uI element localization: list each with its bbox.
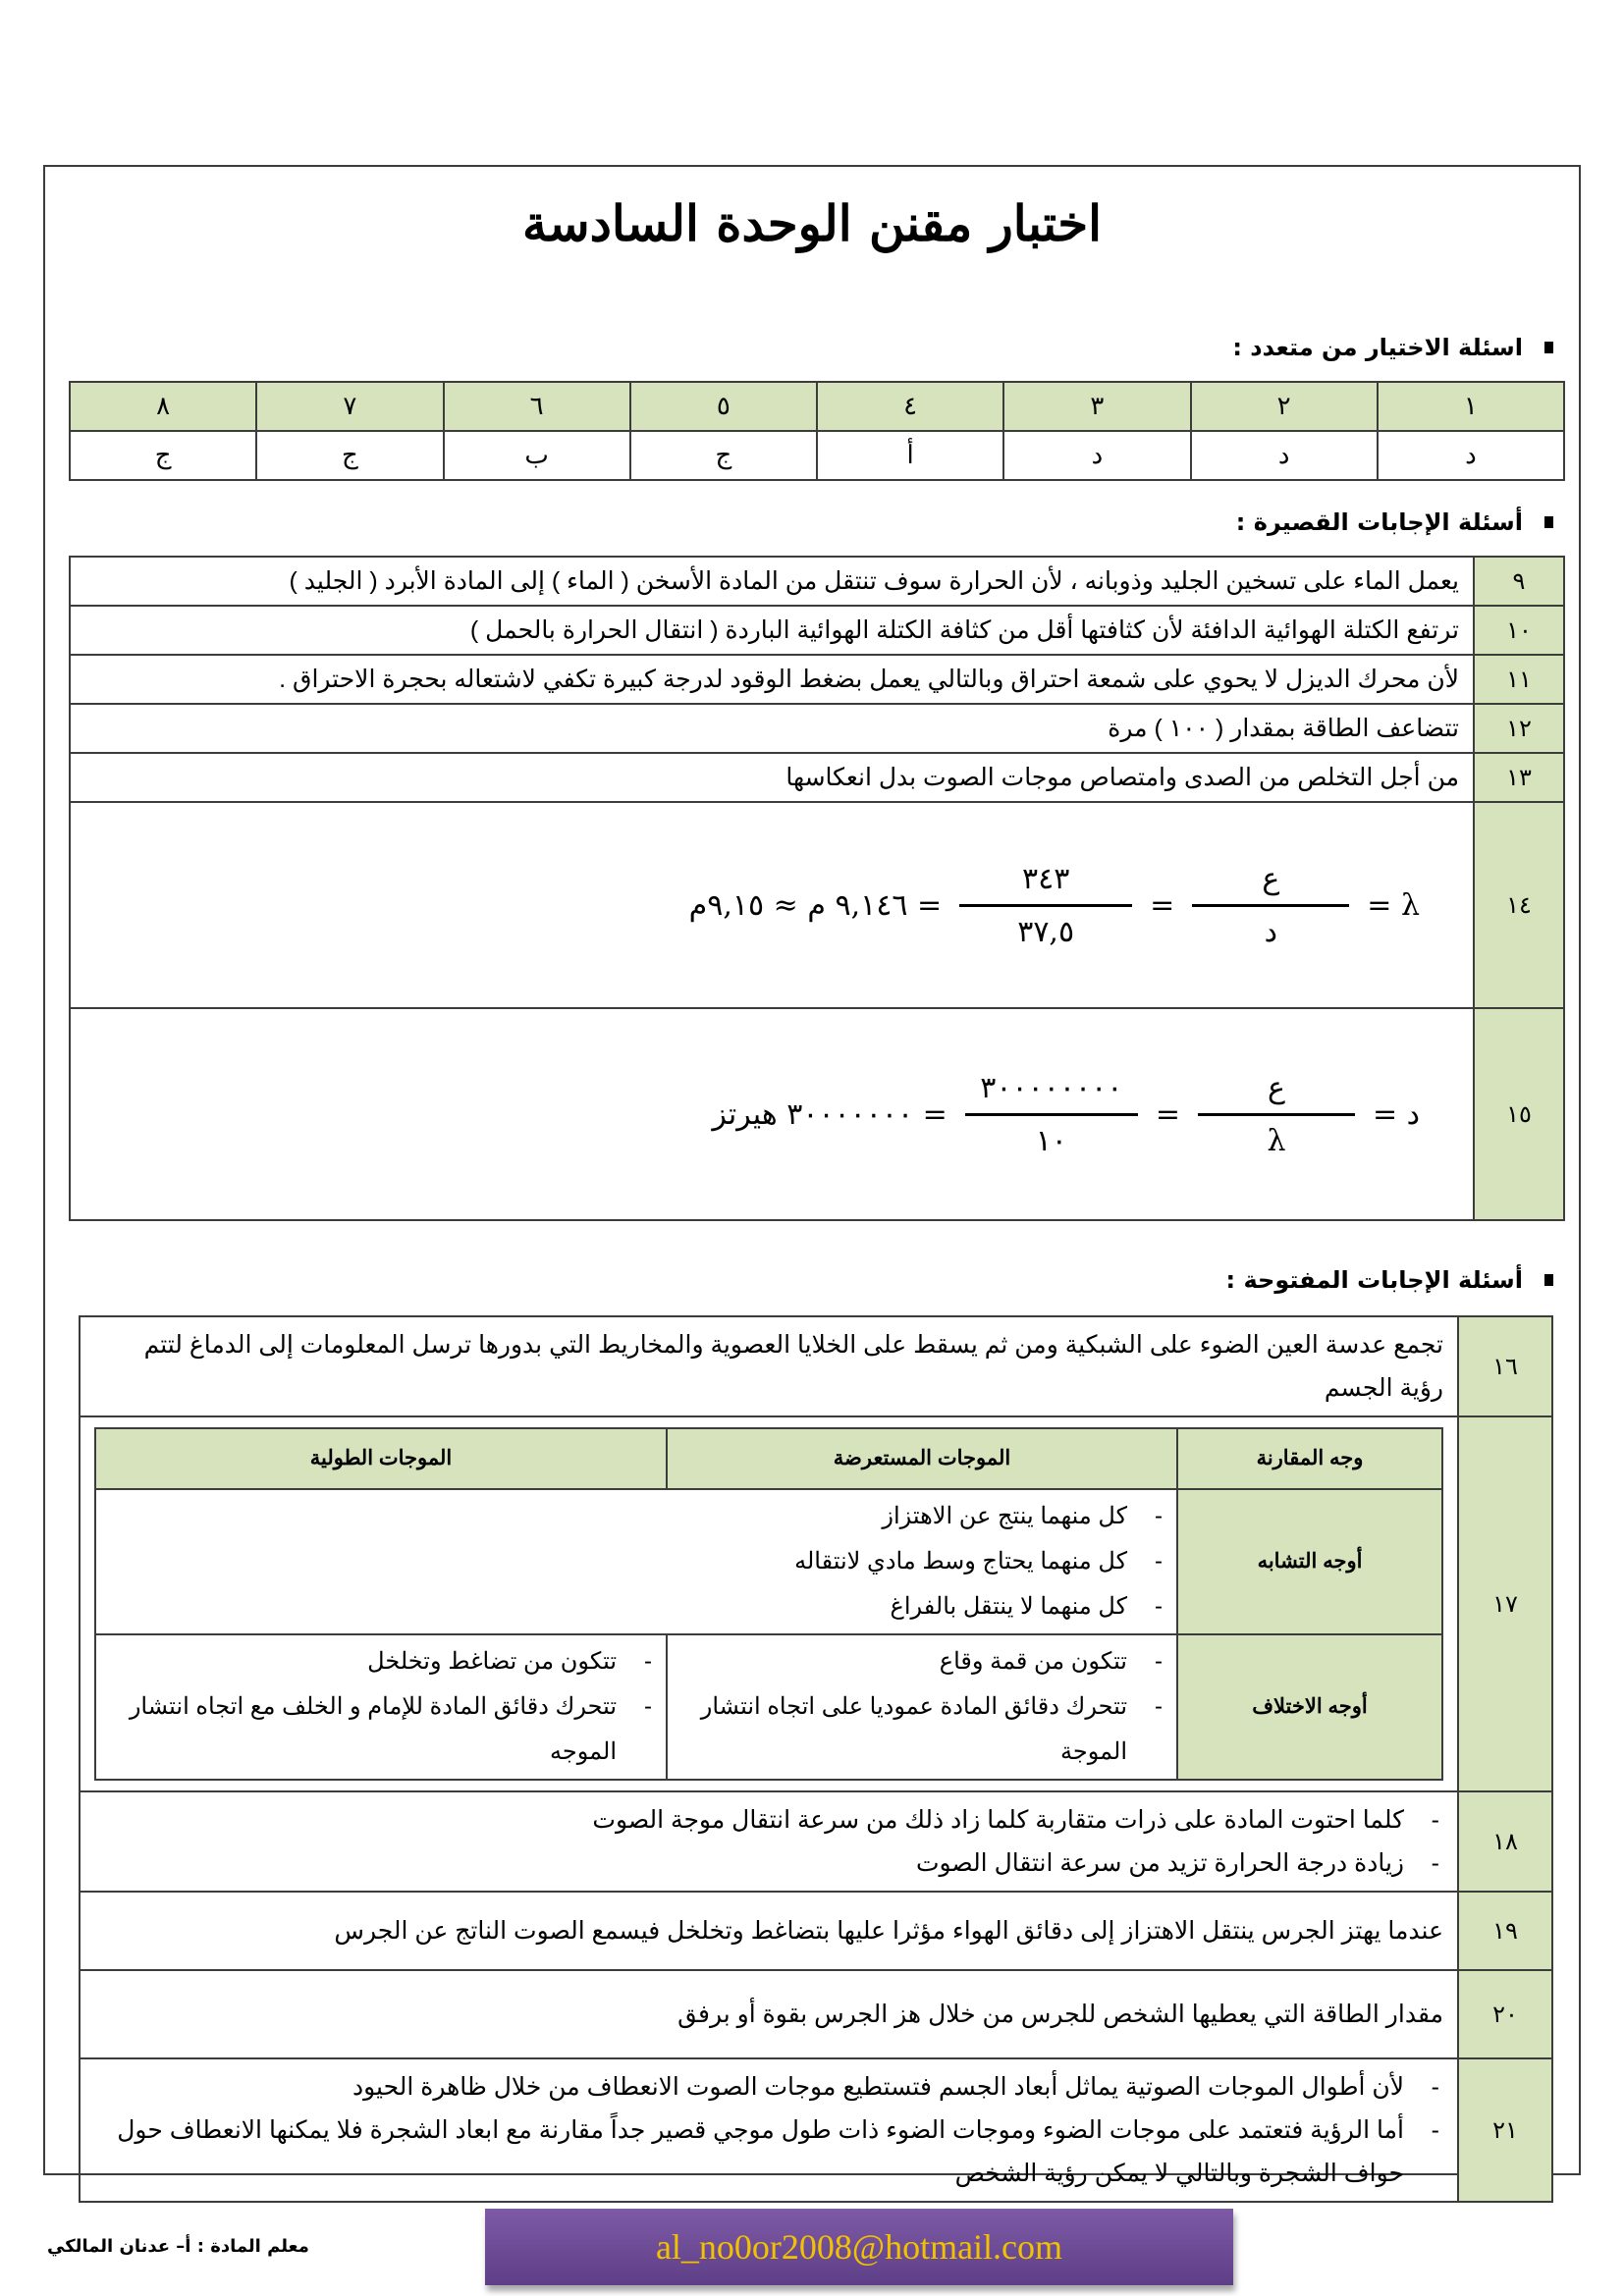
question-number: ١٥ bbox=[1474, 1008, 1564, 1220]
question-number: ١٦ bbox=[1458, 1316, 1552, 1416]
transverse-diff-list bbox=[677, 1639, 1166, 1775]
table-row bbox=[80, 1316, 1552, 1416]
answer-text: لأن محرك الديزل لا يحوي على شمعة احتراق وبالتالي يعمل بضغط الوقود لدرجة كبيرة تكفي لاشتعاله بحجرة الاحتراق . bbox=[70, 655, 1474, 704]
open-answer-table bbox=[79, 1315, 1553, 2203]
table-row bbox=[70, 655, 1564, 704]
longitudinal-diff-cell bbox=[95, 1634, 667, 1780]
question-number: ١١ bbox=[1474, 655, 1564, 704]
question-number: ٩ bbox=[1474, 557, 1564, 606]
comparison-table bbox=[94, 1427, 1443, 1781]
frequency-formula bbox=[84, 1063, 1459, 1166]
answer-text: تتضاعف الطاقة بمقدار ( ١٠٠ ) مرة bbox=[70, 704, 1474, 753]
formula-lhs: د = bbox=[1372, 1096, 1420, 1132]
list-item: - تتكون من تضاغط وتخلخل bbox=[106, 1639, 656, 1684]
difference-row bbox=[95, 1634, 1442, 1780]
answer-list bbox=[94, 2065, 1443, 2195]
mc-answer: ج bbox=[70, 431, 256, 480]
question-number: ١٤ bbox=[1474, 802, 1564, 1008]
sa-section-heading bbox=[1236, 508, 1553, 536]
denominator: د bbox=[1264, 914, 1277, 949]
formula-cell bbox=[70, 1008, 1474, 1220]
numerator: ٣٤٣ bbox=[1021, 861, 1070, 896]
similarity-list bbox=[106, 1494, 1166, 1629]
teacher-name: معلم المادة : أ– عدنان المالكي bbox=[47, 2236, 309, 2257]
answer-list-cell bbox=[80, 2058, 1458, 2202]
mc-answer-row bbox=[70, 431, 1564, 480]
table-row bbox=[70, 606, 1564, 655]
question-number: ٢١ bbox=[1458, 2058, 1552, 2202]
list-item: - زيادة درجة الحرارة تزيد من سرعة انتقال الصوت bbox=[94, 1842, 1443, 1885]
question-number: ١٣ bbox=[1474, 753, 1564, 802]
mc-number: ٧ bbox=[256, 382, 443, 431]
list-item: - تتحرك دقائق المادة للإمام و الخلف مع اتجاه انتشار الموجه bbox=[106, 1684, 656, 1775]
mc-number: ٥ bbox=[630, 382, 817, 431]
mc-answer: د bbox=[1378, 431, 1564, 480]
email-banner bbox=[485, 2209, 1233, 2285]
question-number: ١٨ bbox=[1458, 1791, 1552, 1892]
list-item: - كلما احتوت المادة على ذرات متقاربة كلما زاد ذلك من سرعة انتقال موجة الصوت bbox=[94, 1798, 1443, 1842]
list-item: - لأن أطوال الموجات الصوتية يماثل أبعاد الجسم فتستطيع موجات الصوت الانعطاف من خلال ظاهرة الحيود bbox=[94, 2065, 1443, 2109]
list-item: - كل منهما لا ينتقل بالفراغ bbox=[106, 1584, 1166, 1629]
question-number: ١٧ bbox=[1458, 1416, 1552, 1791]
similarity-label: أوجه التشابه bbox=[1177, 1489, 1442, 1634]
denominator: ١٠ bbox=[1035, 1123, 1067, 1158]
longitudinal-diff-list bbox=[106, 1639, 656, 1775]
equals-sign: = bbox=[1155, 1096, 1180, 1132]
mc-answer: د bbox=[1003, 431, 1190, 480]
table-row bbox=[80, 1791, 1552, 1892]
answer-text: يعمل الماء على تسخين الجليد وذوبانه ، لأن الحرارة سوف تنتقل من المادة الأسخن ( الماء ) إلى المادة الأبرد ( الجليد ) bbox=[70, 557, 1474, 606]
bullet-icon bbox=[1544, 516, 1553, 528]
short-answer-table bbox=[69, 556, 1565, 1221]
question-number: ٢٠ bbox=[1458, 1970, 1552, 2058]
fraction bbox=[959, 854, 1132, 957]
numerator: ع bbox=[1268, 1070, 1285, 1105]
answer-text: مقدار الطاقة التي يعطيها الشخص للجرس من خلال هز الجرس بقوة أو برفق bbox=[80, 1970, 1458, 2058]
bullet-icon bbox=[1544, 1274, 1553, 1286]
list-item: - كل منهما ينتج عن الاهتزاز bbox=[106, 1494, 1166, 1539]
fraction bbox=[1192, 854, 1349, 957]
answer-text: من أجل التخلص من الصدى وامتصاص موجات الصوت بدل انعكاسها bbox=[70, 753, 1474, 802]
header-aspect: وجه المقارنة bbox=[1177, 1428, 1442, 1489]
answer-list bbox=[94, 1798, 1443, 1885]
mc-number: ٣ bbox=[1003, 382, 1190, 431]
mc-answer: ب bbox=[444, 431, 630, 480]
bullet-icon bbox=[1544, 342, 1553, 353]
mc-answer: أ bbox=[817, 431, 1003, 480]
mc-number: ٢ bbox=[1191, 382, 1378, 431]
table-row bbox=[80, 1970, 1552, 2058]
list-item: - أما الرؤية فتعتمد على موجات الضوء وموجات الضوء ذات طول موجي قصير جداً مقارنة مع ابعاد الشجرة فلا يمكنها الانعطاف حول حواف الشجرة وبالتالي لا يمكن رؤية الشخص bbox=[94, 2109, 1443, 2195]
wavelength-formula bbox=[84, 854, 1459, 957]
oa-heading-text: أسئلة الإجابات المفتوحة : bbox=[1225, 1266, 1523, 1294]
header-longitudinal: الموجات الطولية bbox=[95, 1428, 667, 1489]
mc-section-heading bbox=[1232, 334, 1553, 361]
formula-lhs: λ = bbox=[1367, 887, 1420, 923]
sa-heading-text: أسئلة الإجابات القصيرة : bbox=[1235, 508, 1523, 536]
oa-section-heading bbox=[1226, 1266, 1553, 1294]
email-address[interactable]: al_no0or2008@hotmail.com bbox=[655, 2227, 1063, 2267]
denominator: λ bbox=[1267, 1123, 1286, 1158]
table-row bbox=[80, 1416, 1552, 1791]
mc-answer: ج bbox=[256, 431, 443, 480]
answer-list-cell bbox=[80, 1791, 1458, 1892]
mc-answer: ج bbox=[630, 431, 817, 480]
fraction bbox=[1198, 1063, 1355, 1166]
formula-result: = ٩,١٤٦ م ≈ ٩,١٥م bbox=[688, 887, 943, 923]
transverse-diff-cell bbox=[667, 1634, 1177, 1780]
formula-result: = ٣٠٠٠٠٠٠٠ هيرتز bbox=[712, 1096, 947, 1132]
numerator: ع bbox=[1262, 861, 1280, 896]
denominator: ٣٧,٥ bbox=[1017, 914, 1075, 949]
mc-number: ٦ bbox=[444, 382, 630, 431]
comparison-header-row bbox=[95, 1428, 1442, 1489]
numerator: ٣٠٠٠٠٠٠٠٠ bbox=[980, 1070, 1123, 1105]
difference-label: أوجه الاختلاف bbox=[1177, 1634, 1442, 1780]
list-item: - تتكون من قمة وقاع bbox=[677, 1639, 1166, 1684]
question-number: ١٩ bbox=[1458, 1892, 1552, 1970]
answer-text: تجمع عدسة العين الضوء على الشبكية ومن ثم يسقط على الخلايا العصوية والمخاريط التي بدورها ترسل المعلومات إلى الدماغ لتتم رؤية الجسم bbox=[80, 1316, 1458, 1416]
equals-sign: = bbox=[1150, 887, 1175, 923]
list-item: - تتحرك دقائق المادة عموديا على اتجاه انتشار الموجة bbox=[677, 1684, 1166, 1775]
question-number: ١٠ bbox=[1474, 606, 1564, 655]
list-item: - كل منهما يحتاج وسط مادي لانتقاله bbox=[106, 1539, 1166, 1584]
comparison-cell bbox=[80, 1416, 1458, 1791]
question-number: ١٢ bbox=[1474, 704, 1564, 753]
table-row bbox=[80, 2058, 1552, 2202]
mc-number: ٨ bbox=[70, 382, 256, 431]
fraction bbox=[965, 1063, 1138, 1166]
mc-heading-text: اسئلة الاختيار من متعدد : bbox=[1232, 334, 1523, 361]
table-row bbox=[70, 1008, 1564, 1220]
formula-cell bbox=[70, 802, 1474, 1008]
table-row bbox=[70, 753, 1564, 802]
table-row bbox=[70, 704, 1564, 753]
mc-answer-table bbox=[69, 381, 1565, 481]
table-row bbox=[70, 557, 1564, 606]
header-transverse: الموجات المستعرضة bbox=[667, 1428, 1177, 1489]
answer-text: عندما يهتز الجرس ينتقل الاهتزاز إلى دقائق الهواء مؤثرا عليها بتضاغط وتخلخل فيسمع الصوت الناتج عن الجرس bbox=[80, 1892, 1458, 1970]
mc-number: ٤ bbox=[817, 382, 1003, 431]
page-title: اختبار مقنن الوحدة السادسة bbox=[521, 194, 1103, 252]
mc-answer: د bbox=[1191, 431, 1378, 480]
mc-number: ١ bbox=[1378, 382, 1564, 431]
answer-text: ترتفع الكتلة الهوائية الدافئة لأن كثافتها أقل من كثافة الكتلة الهوائية الباردة ( انتقال الحرارة بالحمل ) bbox=[70, 606, 1474, 655]
mc-number-row bbox=[70, 382, 1564, 431]
similarity-list-cell bbox=[95, 1489, 1177, 1634]
table-row bbox=[80, 1892, 1552, 1970]
similarity-row bbox=[95, 1489, 1442, 1634]
table-row bbox=[70, 802, 1564, 1008]
